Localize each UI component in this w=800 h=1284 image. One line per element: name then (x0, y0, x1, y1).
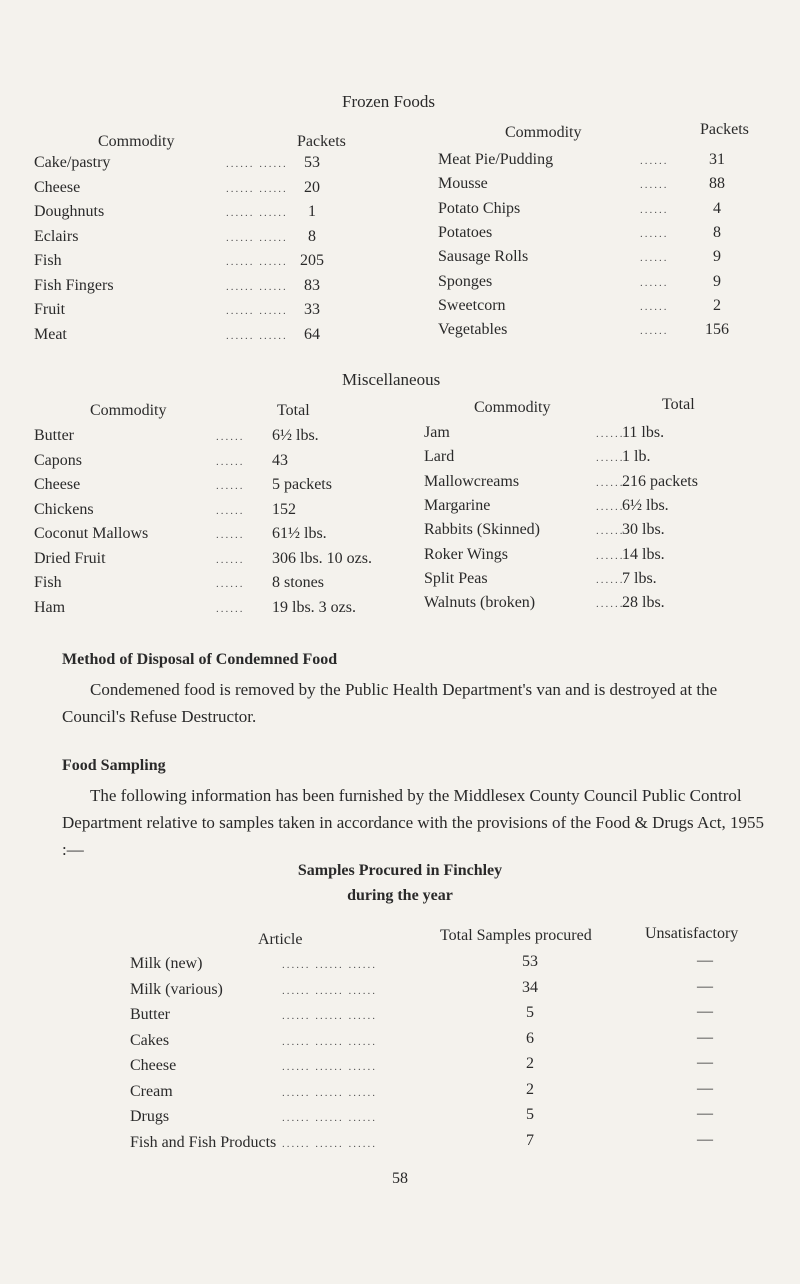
commodity-name: Rabbits (Skinned) (424, 521, 540, 539)
commodity-name: Margarine (424, 496, 491, 514)
commodity-value: 83 (304, 276, 320, 294)
sample-unsatisfactory: — (697, 1054, 713, 1071)
disposal-paragraph: Condemened food is removed by the Public Health Department's van and is destroyed at the Council's Refuse Destructor. (62, 680, 718, 726)
commodity-name: Eclairs (34, 227, 79, 245)
samples-table-subtitle: during the year (347, 887, 453, 904)
page-number: 58 (392, 1170, 408, 1187)
commodity-name: Meat (34, 325, 67, 343)
sample-unsatisfactory: — (697, 977, 713, 995)
commodity-value: 9 (713, 248, 721, 266)
leader-dots: ...... ...... (226, 158, 288, 170)
sample-article: Milk (various) (130, 980, 223, 998)
leader-dots: ...... (596, 428, 625, 440)
leader-dots: ...... (640, 252, 669, 265)
commodity-name: Vegetables (438, 321, 508, 339)
commodity-value: 88 (709, 175, 725, 193)
samples-article-header: Article (258, 931, 303, 948)
commodity-value: 152 (272, 500, 296, 518)
leader-dots: ...... (640, 300, 669, 313)
commodity-name: Sweetcorn (438, 296, 506, 314)
commodity-value: 28 lbs. (622, 594, 665, 612)
leader-dots: ...... (216, 431, 245, 443)
commodity-value: 205 (300, 252, 324, 269)
sample-total: 6 (526, 1029, 534, 1047)
commodity-name: Meat Pie/Pudding (438, 151, 554, 168)
sample-unsatisfactory: — (697, 1105, 713, 1122)
commodity-value: 156 (705, 321, 729, 339)
commodity-name: Mallowcreams (424, 472, 520, 490)
commodity-name: Chickens (34, 500, 94, 518)
leader-dots: ...... (216, 578, 245, 590)
commodity-value: 306 lbs. 10 ozs. (272, 549, 372, 567)
commodity-name: Butter (34, 427, 74, 444)
leader-dots: ...... (596, 500, 625, 513)
leader-dots: ...... (596, 598, 625, 611)
sample-unsatisfactory: — (697, 952, 713, 969)
leader-dots: ...... ...... ...... (282, 1061, 377, 1073)
commodity-name: Fish (34, 252, 62, 269)
sample-article: Fish and Fish Products (130, 1133, 277, 1151)
commodity-value: 4 (713, 199, 721, 217)
commodity-name: Ham (34, 598, 66, 616)
commodity-name: Potatoes (438, 223, 493, 241)
commodity-value: 6½ lbs. (272, 427, 319, 444)
sampling-heading: Food Sampling (62, 757, 166, 774)
misc-left-commodity-header: Commodity (90, 402, 167, 419)
leader-dots: ...... (216, 529, 245, 541)
sample-unsatisfactory: — (697, 1079, 713, 1097)
commodity-name: Cake/pastry (34, 154, 111, 171)
samples-unsatisfactory-header: Unsatisfactory (645, 925, 739, 942)
sample-article: Milk (new) (130, 955, 203, 972)
leader-dots: ...... (596, 549, 625, 562)
commodity-name: Split Peas (424, 569, 488, 587)
leader-dots: ...... ...... ...... (282, 1137, 377, 1150)
commodity-name: Potato Chips (438, 199, 521, 217)
leader-dots: ...... (596, 573, 625, 586)
leader-dots: ...... (216, 504, 245, 517)
sample-total: 5 (526, 1106, 534, 1123)
commodity-value: 8 (308, 227, 316, 245)
leader-dots: ...... (640, 179, 669, 192)
commodity-name: Fruit (34, 301, 66, 318)
commodity-value: 20 (304, 178, 320, 196)
leader-dots: ...... (640, 203, 669, 216)
disposal-heading: Method of Disposal of Condemned Food (62, 651, 338, 668)
commodity-value: 2 (713, 296, 721, 314)
commodity-name: Coconut Mallows (34, 525, 149, 542)
leader-dots: ...... ...... (226, 231, 288, 244)
sample-article: Drugs (130, 1108, 170, 1125)
leader-dots: ...... (216, 455, 245, 468)
leader-dots: ...... ...... ...... (282, 1010, 377, 1022)
frozen-right-packets-header: Packets (700, 121, 749, 138)
leader-dots: ...... ...... ...... (282, 984, 377, 997)
leader-dots: ...... ...... (226, 256, 288, 268)
commodity-value: 43 (272, 451, 288, 469)
commodity-name: Doughnuts (34, 203, 105, 220)
leader-dots: ...... (216, 553, 245, 566)
commodity-value: 216 packets (622, 472, 698, 490)
sample-unsatisfactory: — (697, 1130, 713, 1148)
commodity-value: 8 (713, 223, 721, 241)
commodity-name: Capons (34, 451, 82, 469)
misc-title: Miscellaneous (342, 370, 441, 389)
frozen-right-commodity-header: Commodity (505, 124, 582, 141)
sample-article: Cream (130, 1082, 173, 1100)
commodity-name: Jam (424, 424, 450, 441)
leader-dots: ...... (640, 227, 669, 240)
commodity-name: Walnuts (broken) (424, 594, 536, 612)
commodity-name: Dried Fruit (34, 549, 106, 567)
leader-dots: ...... ...... (226, 305, 288, 317)
frozen-foods-title: Frozen Foods (342, 92, 436, 111)
leader-dots: ...... ...... ...... (282, 1035, 377, 1048)
commodity-value: 61½ lbs. (272, 525, 327, 542)
sample-article: Cakes (130, 1031, 170, 1049)
commodity-value: 11 lbs. (622, 424, 665, 441)
commodity-value: 31 (709, 151, 725, 168)
commodity-value: 14 lbs. (622, 545, 665, 563)
frozen-left-packets-header: Packets (297, 133, 346, 150)
leader-dots: ...... ...... (226, 329, 288, 342)
commodity-value: 64 (304, 325, 320, 343)
leader-dots: ...... (596, 525, 625, 538)
sampling-paragraph: The following information has been furnished by the Middlesex County Council Public Control Department relative to samples taken in accordance with the provisions of the Food & Drugs Act, 1955 :— (62, 786, 765, 859)
commodity-name: Cheese (34, 178, 81, 196)
leader-dots: ...... (216, 602, 245, 615)
commodity-name: Roker Wings (424, 545, 508, 563)
leader-dots: ...... (596, 452, 625, 465)
sample-total: 2 (526, 1055, 534, 1072)
leader-dots: ...... (640, 155, 669, 167)
sample-total: 5 (526, 1004, 534, 1021)
sample-unsatisfactory: — (697, 1003, 713, 1020)
frozen-left-commodity-header: Commodity (98, 133, 175, 150)
leader-dots: ...... ...... (226, 182, 288, 195)
sample-unsatisfactory: — (697, 1028, 713, 1046)
leader-dots: ...... (216, 480, 245, 492)
misc-right-commodity-header: Commodity (474, 399, 551, 416)
commodity-name: Sausage Rolls (438, 248, 529, 266)
commodity-value: 5 packets (272, 476, 332, 493)
leader-dots: ...... ...... ...... (282, 1112, 377, 1124)
misc-right-total-header: Total (662, 396, 695, 413)
sample-total: 53 (522, 953, 538, 970)
commodity-name: Lard (424, 448, 455, 466)
commodity-value: 1 lb. (622, 448, 651, 466)
sample-total: 34 (522, 978, 538, 996)
commodity-value: 30 lbs. (622, 521, 665, 539)
commodity-value: 33 (304, 301, 320, 318)
commodity-value: 9 (713, 272, 721, 290)
samples-total-header: Total Samples procured (440, 927, 592, 944)
commodity-name: Fish Fingers (34, 276, 114, 294)
sample-article: Butter (130, 1006, 170, 1023)
leader-dots: ...... ...... (226, 207, 288, 219)
sample-total: 2 (526, 1080, 534, 1098)
sample-article: Cheese (130, 1057, 177, 1074)
leader-dots: ...... ...... ...... (282, 959, 377, 971)
commodity-value: 7 lbs. (622, 569, 657, 587)
leader-dots: ...... (640, 276, 669, 289)
commodity-value: 19 lbs. 3 ozs. (272, 598, 356, 616)
commodity-name: Sponges (438, 272, 493, 290)
commodity-name: Mousse (438, 175, 488, 193)
leader-dots: ...... ...... (226, 280, 288, 293)
sample-total: 7 (526, 1131, 534, 1149)
misc-left-total-header: Total (277, 402, 310, 419)
commodity-value: 6½ lbs. (622, 496, 669, 514)
commodity-value: 53 (304, 154, 320, 171)
leader-dots: ...... ...... ...... (282, 1086, 377, 1099)
commodity-value: 8 stones (272, 574, 324, 591)
commodity-name: Cheese (34, 476, 81, 493)
leader-dots: ...... (640, 325, 669, 338)
leader-dots: ...... (596, 476, 625, 489)
commodity-name: Fish (34, 574, 62, 591)
samples-table-title: Samples Procured in Finchley (297, 862, 503, 879)
commodity-value: 1 (308, 203, 316, 220)
